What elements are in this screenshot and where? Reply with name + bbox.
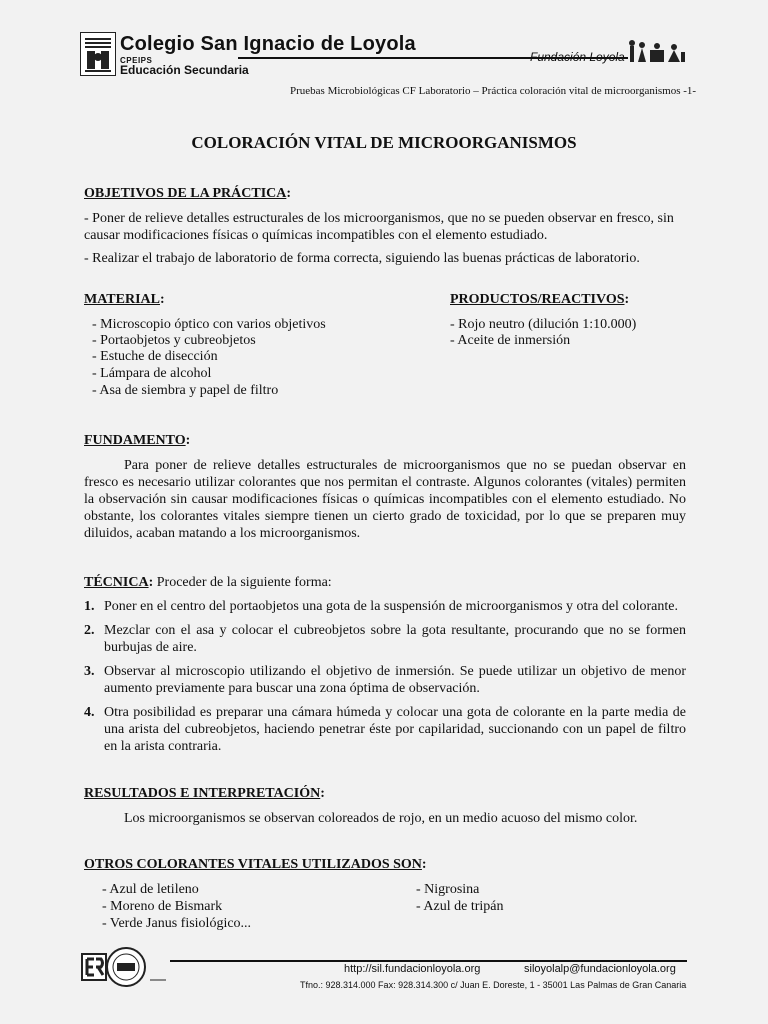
foundation-figures-icon (628, 38, 686, 64)
results-text: Los microorganismos se observan coloreados de rojo, en un medio acuoso del mismo color. (124, 811, 638, 826)
step-text: Poner en el centro del portaobjetos una gota de la suspensión de microorganismos y otra del colorante. (104, 599, 678, 614)
foundation-name: Fundación Loyola (530, 50, 625, 64)
tecnica-heading: TÉCNICA: Proceder de la siguiente forma: (84, 575, 332, 590)
school-name: Colegio San Ignacio de Loyola (120, 33, 416, 55)
stain-item: - Azul de tripán (416, 899, 504, 914)
footer-rule (170, 960, 687, 962)
school-acronym: CPEIPS (120, 56, 153, 65)
stain-item: - Nigrosina (416, 882, 480, 897)
footer-address: Tfno.: 928.314.000 Fax: 928.314.300 c/ Juan E. Doreste, 1 - 35001 Las Palmas de Gran Canaria (300, 980, 687, 990)
certification-seal-icon (80, 944, 168, 990)
step-number: 1. (84, 599, 95, 614)
material-item: - Lámpara de alcohol (92, 366, 212, 381)
footer-url-link[interactable]: http://sil.fundacionloyola.org (344, 963, 481, 975)
objective-item: - Poner de relieve detalles estructurales de los microorganismos, que no se pueden observar en fresco, sin causar modificaciones físicas o químicas incompatibles con el elemento estudiado. (84, 211, 674, 243)
school-section: Educación Secundaria (120, 63, 249, 77)
material-item: - Portaobjetos y cubreobjetos (92, 333, 256, 348)
objective-item: - Realizar el trabajo de laboratorio de forma correcta, siguiendo las buenas prácticas de laboratorio. (84, 251, 640, 266)
step-text: Otra posibilidad es preparar una cámara húmeda y colocar una gota de colorante en la parte media de una arista del cubreobjetos, haciendo penetrar éste por capilaridad, succionando con un papel de filtro en la arista contraria. (104, 705, 686, 754)
other-stains-heading: OTROS COLORANTES VITALES UTILIZADOS SON: (84, 857, 427, 872)
fundamento-heading: FUNDAMENTO: (84, 433, 191, 448)
reagents-heading: PRODUCTOS/REACTIVOS: (450, 292, 630, 307)
footer-email-link[interactable]: siloyolalp@fundacionloyola.org (524, 963, 676, 975)
stain-item: - Verde Janus fisiológico... (102, 916, 252, 931)
reagent-item: - Rojo neutro (dilución 1:10.000) (450, 317, 637, 332)
stain-item: - Azul de letileno (102, 882, 199, 897)
step-number: 3. (84, 664, 95, 679)
step-text: Observar al microscopio utilizando el objetivo de inmersión. Se puede utilizar un objetivo de menor aumento previamente para buscar una zona óptima de observación. (104, 664, 686, 696)
fundamento-paragraph: Para poner de relieve detalles estructurales de microorganismos que no se puedan observar en fresco es necesario utilizar colorantes que nos permitan el contraste. Algunos colorantes (vitales) permiten la observación sin causar modificaciones físicas o químicas incompatibles con el elemento estudiado. No obstante, los colorantes vitales siempre tienen un cierto grado de toxicidad, por lo que se preparen muy diluidos, acaban matando a los microorganismos. (84, 458, 686, 541)
reagent-item: - Aceite de inmersión (450, 333, 571, 348)
step-number: 4. (84, 705, 95, 720)
running-header: Pruebas Microbiológicas CF Laboratorio – Práctica coloración vital de microorganismos -1- (290, 85, 697, 97)
material-item: - Estuche de disección (92, 349, 218, 364)
step-text: Mezclar con el asa y colocar el cubreobjetos sobre la gota resultante, procurando que no se formen burbujas de aire. (104, 623, 686, 655)
results-heading: RESULTADOS E INTERPRETACIÓN: (84, 786, 325, 801)
document-title: COLORACIÓN VITAL DE MICROORGANISMOS (191, 133, 577, 152)
stain-item: - Moreno de Bismark (102, 899, 223, 914)
objectives-heading: OBJETIVOS DE LA PRÁCTICA: (84, 186, 292, 201)
material-heading: MATERIAL: (84, 292, 165, 307)
school-crest-icon (80, 32, 116, 76)
material-item: - Microscopio óptico con varios objetivos (92, 317, 326, 332)
material-item: - Asa de siembra y papel de filtro (92, 383, 279, 398)
step-number: 2. (84, 623, 95, 638)
